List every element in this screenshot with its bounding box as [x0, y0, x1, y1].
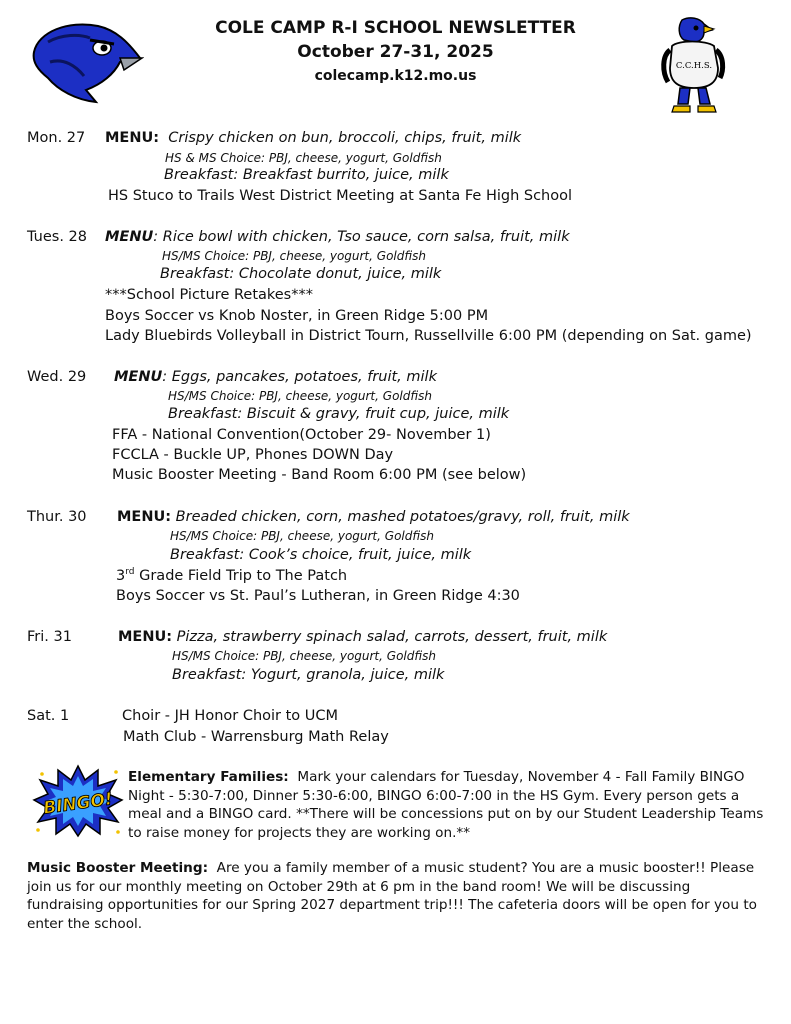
day-label-friday: Fri. 31 [27, 629, 72, 645]
thursday-event: Boys Soccer vs St. Paul’s Lutheran, in Green Ridge 4:30 [116, 588, 520, 604]
newsletter-title: COLE CAMP R-I SCHOOL NEWSLETTER [215, 18, 576, 38]
monday-menu [105, 130, 521, 146]
thursday-breakfast: Breakfast: Cook’s choice, fruit, juice, milk [170, 547, 472, 563]
monday-choice: HS & MS Choice: PBJ, cheese, yogurt, Goldfish [165, 151, 442, 165]
friday-menu [118, 629, 607, 645]
tuesday-choice: HS/MS Choice: PBJ, cheese, yogurt, Goldfish [162, 249, 426, 263]
event-text: Grade Field Trip to The Patch [139, 567, 348, 584]
tuesday-event: Boys Soccer vs Knob Noster, in Green Ridge 5:00 PM [105, 308, 489, 324]
day-label-thursday: Thur. 30 [27, 509, 87, 525]
saturday-event: Choir - JH Honor Choir to UCM [122, 708, 339, 724]
menu-label: MENU: [105, 130, 160, 146]
monday-breakfast: Breakfast: Breakfast burrito, juice, milk [164, 167, 449, 183]
saturday-event: Math Club - Warrensburg Math Relay [123, 729, 389, 745]
wednesday-event: FCCLA - Buckle UP, Phones DOWN Day [112, 447, 394, 463]
music-booster-heading: Music Booster Meeting: [27, 860, 208, 876]
thursday-menu [117, 509, 630, 525]
tuesday-event: Lady Bluebirds Volleyball in District Tourn, Russellville 6:00 PM (depending on Sat. game) [105, 328, 752, 344]
thursday-choice: HS/MS Choice: PBJ, cheese, yogurt, Goldfish [170, 529, 434, 543]
menu-items: Crispy chicken on bun, broccoli, chips, fruit, milk [168, 130, 522, 146]
bingo-heading: Elementary Families: [128, 769, 289, 785]
day-label-saturday: Sat. 1 [27, 708, 70, 724]
wednesday-choice: HS/MS Choice: PBJ, cheese, yogurt, Goldfish [168, 389, 432, 403]
menu-items: : Rice bowl with chicken, Tso sauce, corn salsa, fruit, milk [153, 229, 570, 245]
mascot-shirt-label: C.C.H.S. [675, 61, 713, 71]
menu-label: MENU [105, 229, 154, 245]
day-label-monday: Mon. 27 [27, 130, 86, 146]
newsletter-dates: October 27-31, 2025 [297, 42, 494, 62]
menu-items: : Eggs, pancakes, potatoes, fruit, milk [162, 369, 437, 385]
thursday-event [116, 567, 347, 584]
wednesday-breakfast: Breakfast: Biscuit & gravy, fruit cup, juice, milk [168, 406, 510, 422]
friday-breakfast: Breakfast: Yogurt, granola, juice, milk [172, 667, 445, 683]
school-website[interactable]: colecamp.k12.mo.us [314, 68, 477, 84]
tuesday-breakfast: Breakfast: Chocolate donut, juice, milk [160, 266, 442, 282]
music-booster-body: Are you a family member of a music student? You are a music booster!! Please join us for our monthly meeting on October 29th at 6 pm in the band room! We will be discussing fundraising opportunities for our Spring 2027 department trip!!! The cafeteria doors will be open for you to enter the school. [27, 860, 757, 932]
bingo-starburst-icon [32, 764, 124, 838]
grade-ordinal: 3 [116, 567, 126, 584]
grade-ordinal-suffix: rd [125, 567, 135, 577]
menu-items: Breaded chicken, corn, mashed potatoes/gravy, roll, fruit, milk [175, 509, 630, 525]
menu-label: MENU: [118, 629, 173, 645]
monday-event: HS Stuco to Trails West District Meeting at Santa Fe High School [108, 188, 573, 204]
day-label-wednesday: Wed. 29 [27, 369, 87, 385]
bingo-body: Mark your calendars for Tuesday, November 4 - Fall Family BINGO Night - 5:30-7:00, Dinner 5:30-6:00, BINGO 6:00-7:00 in the HS Gym. Every person gets a meal and a BINGO card. **There will be concessions put on by our Student Leadership Teams to raise money for projects they are working on.** [128, 769, 764, 841]
day-label-tuesday: Tues. 28 [27, 229, 87, 245]
music-booster-announcement [27, 859, 767, 933]
tuesday-event: ***School Picture Retakes*** [105, 287, 313, 303]
menu-items: Pizza, strawberry spinach salad, carrots, dessert, fruit, milk [176, 629, 608, 645]
tuesday-menu [105, 229, 570, 245]
menu-label: MENU: [117, 509, 172, 525]
wednesday-event: Music Booster Meeting - Band Room 6:00 PM (see below) [112, 467, 527, 483]
wednesday-menu [114, 369, 437, 385]
friday-choice: HS/MS Choice: PBJ, cheese, yogurt, Goldfish [172, 649, 436, 663]
bingo-badge-text: BINGO! [42, 789, 114, 819]
bingo-announcement [128, 768, 768, 842]
wednesday-event: FFA - National Convention(October 29- November 1) [112, 427, 491, 443]
menu-label: MENU [114, 369, 163, 385]
